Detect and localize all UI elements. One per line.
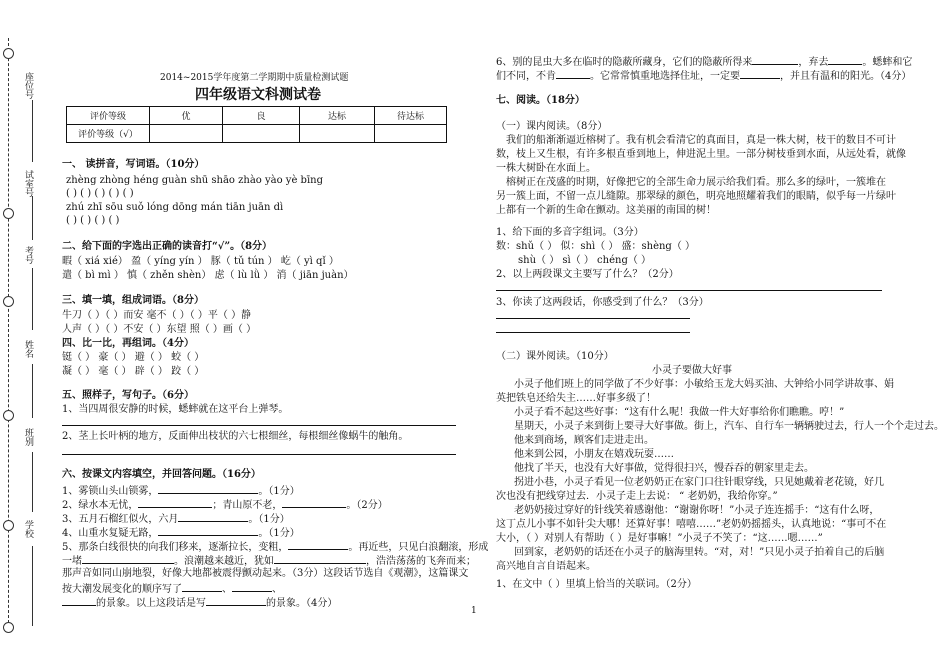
passage-q-text: ，浩浩荡荡的飞奔而来； (366, 556, 476, 567)
fill-blank[interactable] (274, 553, 366, 564)
reading-1-paragraph-line: 上都有一个新的生命在颤动。这美丽的南国的树！ (496, 205, 716, 216)
exam-room-label: 试室号 (23, 170, 33, 197)
passage-q-text: 的景象。以上这段话是写 (96, 598, 206, 609)
passage-q-text: 、 (222, 584, 232, 595)
sentence-example-2: 2、茎上长叶柄的地方，反面伸出枝状的六七根细丝，每根细丝像蜗牛的触角。 (62, 431, 409, 442)
eval-cell[interactable] (300, 125, 375, 143)
class-line (32, 452, 33, 512)
seat-number-line (32, 100, 33, 162)
fill-question-3 (62, 511, 290, 526)
reading-1-title: （一）课内阅读。（8分） (496, 121, 608, 132)
story-line: 回到家，老奶奶的话还在小灵子的脑海里转。“对，对！”只见小灵子拍着自己的后脑 (514, 547, 885, 558)
fill-question-4-end: 。（1分） (258, 528, 300, 539)
binding-hole (3, 622, 14, 633)
section-1-title: 一、 读拼音，写词语。（10分） (62, 159, 205, 170)
binding-hole (3, 208, 14, 219)
reading-1-question-3: 3、你读了这两段话，你感受到了什么？（3分） (496, 297, 709, 308)
binding-hole (3, 296, 14, 307)
answer-line[interactable] (496, 290, 882, 291)
idiom-row-2[interactable]: 人声（ ）（ ）不安（ ）东望 照（ ）画（ ） (62, 324, 257, 335)
eval-header-cell: 优 (150, 107, 223, 125)
passage-q-text: 。浪潮越来越近，犹如 (174, 556, 274, 567)
reading-1-paragraph-line: 数，枝上又生根，有许多根直垂到地上，伸进泥土里。一部分树枝垂到水面，从远处看，就像 (496, 149, 906, 160)
fill-blank[interactable] (232, 581, 272, 592)
reading-1-paragraph-line: 一株大树卧在水面上。 (496, 163, 596, 174)
q6-text: 。蟋蟀和它 (862, 57, 913, 68)
section-3-title: 三、填一填，组成词语。（8分） (62, 295, 204, 306)
question-6-line-2 (496, 68, 911, 83)
passage-q-text: 、 (272, 584, 282, 595)
fill-blank[interactable] (82, 553, 174, 564)
binding-hole (3, 48, 14, 59)
section-7-title: 七、阅读。（18分） (496, 95, 585, 106)
q6-text: 。它常常慎重地选择住址，一定要 (590, 71, 740, 82)
story-line: 星期天，小灵子来到街上要寻大好事做。街上，汽车、自行车一辆辆驶过去，行人一个个走过去。 (514, 421, 944, 432)
reading-1-paragraph-line: 我们的船渐渐逼近榕树了。我有机会看清它的真面目，真是一株大树，枝干的数目不可计 (506, 135, 896, 146)
story-line: 他来到商场，顾客们走进走出。 (514, 435, 654, 446)
eval-cell[interactable] (375, 125, 447, 143)
binding-dashed-line (8, 38, 9, 628)
binding-hole (3, 410, 14, 421)
eval-cell[interactable] (223, 125, 300, 143)
exam-room-line (32, 196, 33, 240)
q6-text: ，并且有温和的阳光。（4分） (780, 71, 912, 82)
polyphone-row-1[interactable]: 数：shǔ（ ） 似：shì（ ） 盛：shèng（ ） (496, 241, 696, 252)
question-6-line-1 (496, 54, 912, 69)
fill-blank[interactable] (288, 539, 348, 550)
section-6-title: 六、按课文内容填空，并回答问题。（16分） (62, 469, 261, 480)
passage-question-line-4 (62, 581, 282, 596)
fill-blank[interactable] (828, 54, 862, 65)
fill-blank[interactable] (178, 511, 248, 522)
fill-question-3-start: 3、五月石榴红似火，六月 (62, 514, 179, 525)
fill-question-1-end: 。（1分） (258, 486, 300, 497)
fill-question-1 (62, 483, 300, 498)
fill-blank[interactable] (556, 68, 590, 79)
story-line: 英把铁皂还给失主……好事多级了！ (496, 393, 656, 404)
fill-question-2 (62, 497, 388, 512)
reading-2-question-1: 1、在文中（ ）里填上恰当的关联词。（2分） (496, 579, 697, 590)
story-line: 他找了半天，也没有大好事做，觉得很扫兴，慢吞吞的朝家里走去。 (514, 463, 814, 474)
compare-row-1[interactable]: 铤（ ） 豪（ ） 避（ ） 蛟（ ） (62, 352, 205, 363)
name-label: 姓名 (23, 340, 33, 358)
passage-question-line-1 (62, 539, 488, 554)
sentence-example-1: 1、当四周很安静的时候，蟋蟀就在这平台上弹琴。 (62, 404, 289, 415)
story-line: 老奶奶接过穿好的针线笑着感谢他：“谢谢你呀！”小灵子连连摇手：“这有什么呀， (514, 505, 880, 516)
pronunciation-row-1[interactable]: 暇（ xiá xié） 盈（ yíng yín ） 豚（ tǔ tún ） 屹（ yì qǐ ） (62, 256, 339, 267)
eval-header-cell: 达标 (300, 107, 375, 125)
fill-question-2-start: 2、绿水本无忧， (62, 500, 139, 511)
q6-text: ，弃去 (798, 57, 829, 68)
evaluation-table (66, 106, 447, 143)
fill-blank[interactable] (138, 497, 212, 508)
exam-title: 四年级语文科测试卷 (195, 87, 321, 103)
fill-blank[interactable] (158, 483, 258, 494)
answer-line[interactable] (496, 318, 690, 319)
answer-brackets-row-2[interactable]: ( ) ( ) ( ) ( ) (66, 215, 120, 226)
pinyin-row-1: zhèng zhòng héng guàn shū shāo zhào yào yè bīng (66, 175, 323, 186)
fill-question-1-start: 1、雾锁山头山锁雾， (62, 486, 159, 497)
exam-number-label: 考号 (23, 246, 33, 264)
eval-header-cell: 良 (223, 107, 300, 125)
story-line: 高兴地自言自语起来。 (496, 561, 596, 572)
fill-question-4 (62, 525, 300, 540)
story-line: 拐进小巷，小灵子看见一位老奶奶正在家门口往针眼穿线，只见她戴着老花镜，好几 (514, 477, 884, 488)
fill-blank[interactable] (206, 595, 266, 606)
story-line: 次也没有把线穿过去．小灵子走上去说： “ 老奶奶，我给你穿。” (496, 491, 778, 502)
name-line (32, 364, 33, 418)
fill-blank[interactable] (62, 595, 96, 606)
fill-question-3-end: 。（1分） (248, 514, 290, 525)
fill-blank[interactable] (282, 497, 346, 508)
fill-blank[interactable] (752, 54, 798, 65)
answer-line[interactable] (62, 425, 456, 426)
story-title: 小灵子要做大好事 (652, 365, 732, 376)
reading-1-paragraph-line: 另一簇上面，不留一点儿缝隙。那翠绿的颜色，明亮地照耀着我们的眼睛，似乎每一片绿叶 (496, 191, 896, 202)
passage-question-line-2 (62, 553, 476, 568)
reading-2-title: （二）课外阅读。（10分） (496, 351, 614, 362)
binding-hole (3, 520, 14, 531)
polyphone-row-2[interactable]: shù（ ） sì（ ） chéng（ ） (518, 255, 652, 266)
fill-blank[interactable] (182, 581, 222, 592)
passage-question-line-5 (62, 595, 337, 610)
section-2-title: 二、给下面的字选出正确的读音打“√”。（8分） (62, 241, 273, 252)
q6-text: 们不同，不肯 (496, 71, 556, 82)
eval-header-cell: 评价等级 (67, 107, 150, 125)
answer-line[interactable] (62, 454, 456, 455)
pronunciation-row-2[interactable]: 遣（ bì mì ） 慎（ zhěn shèn） 虑（ lù lǜ ） 消（ jiān juàn） (62, 270, 354, 281)
answer-line[interactable] (496, 332, 690, 333)
passage-q-text: 按大潮发展变化的顺序写了 (62, 584, 182, 595)
fill-blank[interactable] (740, 68, 780, 79)
passage-q-text: 一堵 (62, 556, 82, 567)
pinyin-row-2: zhú zhī sōu suǒ lóng dōng mán tiān juān dì (66, 202, 284, 213)
compare-row-2[interactable]: 凝（ ） 毫（ ） 辟（ ） 跤（ ） (62, 366, 205, 377)
exam-subtitle: 2014~2015学年度第二学期期中质量检测试题 (160, 73, 349, 83)
q6-text: 6、别的昆虫大多在临时的隐蔽所藏身，它们的隐蔽所得来 (496, 57, 753, 68)
school-label: 学校 (23, 520, 33, 538)
eval-row-label: 评价等级（√） (67, 125, 150, 143)
story-line: 这丁点儿小事不如针尖大哪！还算好事！嘻嘻……”老奶奶摇摇头，认真地说：“事可不在 (496, 519, 887, 530)
passage-q-text: 5、那条白线很快的向我们移来，逐渐拉长，变粗， (62, 542, 289, 553)
seat-number-label: 座位号 (23, 72, 33, 99)
eval-cell[interactable] (150, 125, 223, 143)
fill-blank[interactable] (158, 525, 258, 536)
page-number: 1 (471, 606, 477, 616)
reading-1-question-1: 1、给下面的多音字组词。（3分） (496, 227, 644, 238)
story-line: 小灵子看不起这些好事：“这有什么呢！我做一件大好事给你们瞧瞧。哼！” (514, 407, 845, 418)
fill-question-4-start: 4、山重水复疑无路， (62, 528, 159, 539)
exam-number-line (32, 268, 33, 330)
evaluation-row (67, 125, 447, 143)
story-line: 小灵子他们班上的同学做了不少好事：小敏给玉龙大妈买油、大钟给小同学讲故事、娟 (514, 379, 894, 390)
school-line (32, 546, 33, 626)
reading-1-question-2: 2、以上两段课文主要写了什么？（2分） (496, 269, 679, 280)
passage-question-line-3: 那声音如同山崩地裂，好像大地都被震得颤动起来。（3分）这段话节选自《观潮》，这篇课文 (62, 568, 469, 579)
story-line[interactable]: 大小，（ ）对别人有帮助（ ）是好事嘛！”小灵子不笑了：“这……嗯……” (496, 533, 823, 544)
passage-q-text: 。再近些，只见白浪翻滚，形成 (348, 542, 489, 553)
eval-header-cell: 待达标 (375, 107, 447, 125)
answer-brackets-row-1[interactable]: ( ) ( ) ( ) ( ) ( ) (66, 188, 134, 199)
fill-question-2-end: 。（2分） (346, 500, 388, 511)
fill-question-2-mid: ；青山原不老， (212, 500, 283, 511)
section-4-title: 四、比一比，再组词。（4分） (62, 338, 194, 349)
reading-1-paragraph-line: 榕树正在茂盛的时期，好像把它的全部生命力展示给我们看。那么多的绿叶，一簇堆在 (506, 177, 886, 188)
passage-q-text: 的景象。（4分） (266, 598, 338, 609)
evaluation-header-row (67, 107, 447, 125)
story-line: 他来到公园，小朋友在嬉戏玩耍…… (514, 449, 674, 460)
section-5-title: 五、照样子，写句子。（6分） (62, 390, 194, 401)
idiom-row-1[interactable]: 牛刀（ ）（ ）而安 毫不（ ）（ ）平（ ）静 (62, 310, 252, 321)
class-label: 班别 (23, 428, 33, 446)
